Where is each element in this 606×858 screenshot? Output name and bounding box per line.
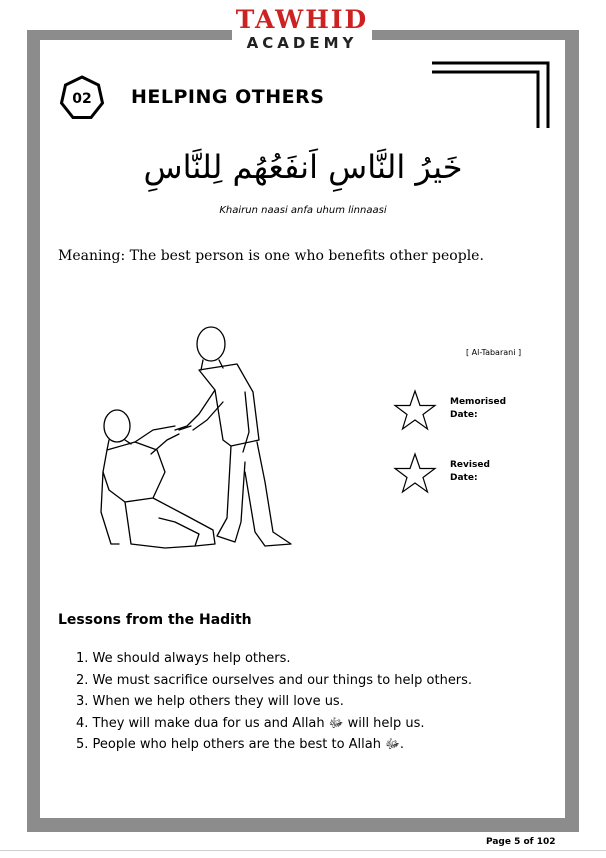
hadith-reference: [ Al-Tabarani ]: [466, 348, 522, 357]
lessons-title: Lessons from the Hadith: [58, 612, 252, 628]
list-item-text: They will make dua for us and Allah ﷻ will help us.: [92, 715, 425, 731]
memorised-block: [450, 396, 506, 422]
hadith-transliteration: Khairun naasi anfa uhum linnaasi: [219, 205, 387, 216]
list-item-text: We should always help others.: [92, 651, 291, 666]
revised-label: Revised: [450, 460, 490, 470]
list-item-number: 3.: [76, 694, 89, 709]
logo-line1: TAWHID: [235, 5, 369, 34]
revised-star-icon: [393, 452, 437, 496]
list-item: [76, 670, 472, 692]
meaning-label: Meaning: [58, 248, 121, 264]
hadith-arabic: خَيرُ النَّاسِ اَنفَعُهُم لِلنَّاسِ: [143, 148, 463, 186]
revised-date-label: Date:: [450, 473, 478, 483]
list-item: [76, 648, 472, 670]
list-item-number: 2.: [76, 672, 89, 688]
page-number: Page 5 of 102: [486, 837, 556, 847]
list-item-number: 1.: [76, 651, 89, 666]
list-item-text: People who help others are the best to Allah ﷻ.: [92, 737, 404, 752]
lessons-list: [76, 648, 472, 756]
revised-block: [450, 459, 490, 485]
meaning-text: : The best person is one who benefits other people.: [120, 248, 484, 264]
list-item: [76, 734, 472, 756]
list-item: [76, 713, 472, 735]
memorised-star-icon: [393, 389, 437, 433]
memorised-date-label: Date:: [450, 410, 478, 420]
lesson-title: HELPING OTHERS: [131, 86, 325, 108]
memorised-label: Memorised: [450, 397, 507, 407]
list-item-number: 4.: [76, 715, 89, 731]
list-item-number: 5.: [76, 737, 89, 752]
footer-divider: [0, 850, 606, 851]
lesson-number: 02: [72, 91, 92, 107]
corner-decoration: [430, 60, 550, 130]
list-item: [76, 691, 472, 713]
hadith-meaning: [58, 248, 484, 264]
logo-line2: ACADEMY: [246, 34, 358, 52]
helping-illustration: [95, 322, 305, 554]
list-item-text: We must sacrifice ourselves and our things to help others.: [92, 672, 473, 688]
tawhid-academy-logo: [232, 6, 372, 58]
list-item-text: When we help others they will love us.: [92, 694, 344, 709]
